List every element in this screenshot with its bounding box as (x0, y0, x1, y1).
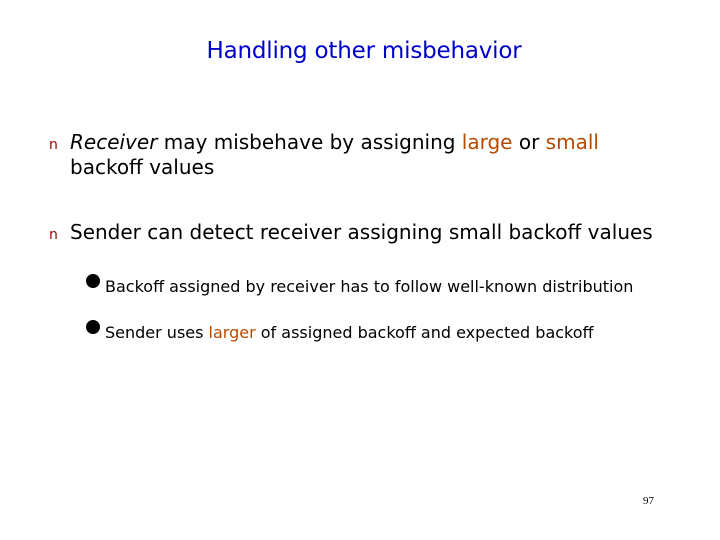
subbullet-text: of assigned backoff and expected backoff (255, 323, 594, 342)
page-number: 97 (643, 495, 654, 507)
highlight-larger: larger (208, 323, 256, 342)
bullet-marker-icon: n (49, 137, 58, 153)
bullet-text: Sender can detect receiver assigning small backoff values (70, 220, 653, 244)
bullet-receiver-misbehave (49, 130, 670, 180)
subbullet-text: Sender uses (105, 323, 209, 342)
term-receiver: Receiver (70, 130, 158, 154)
bullet-text: may misbehave by assigning (157, 130, 462, 154)
highlight-large: large (461, 130, 513, 154)
bullet-text: or (512, 130, 546, 154)
slide-title: Handling other misbehavior (206, 38, 522, 64)
bullet-marker-icon: n (49, 227, 58, 243)
bullet-dot-icon (86, 274, 100, 288)
bullet-text: backoff values (70, 155, 215, 179)
subbullet-sender-uses-larger (105, 323, 695, 343)
bullet-dot-icon (86, 320, 100, 334)
highlight-small: small (545, 130, 599, 154)
subbullet-backoff-distribution (105, 277, 695, 297)
subbullet-text: Backoff assigned by receiver has to follow well-known distribution (105, 277, 634, 296)
bullet-sender-detect (49, 220, 670, 245)
